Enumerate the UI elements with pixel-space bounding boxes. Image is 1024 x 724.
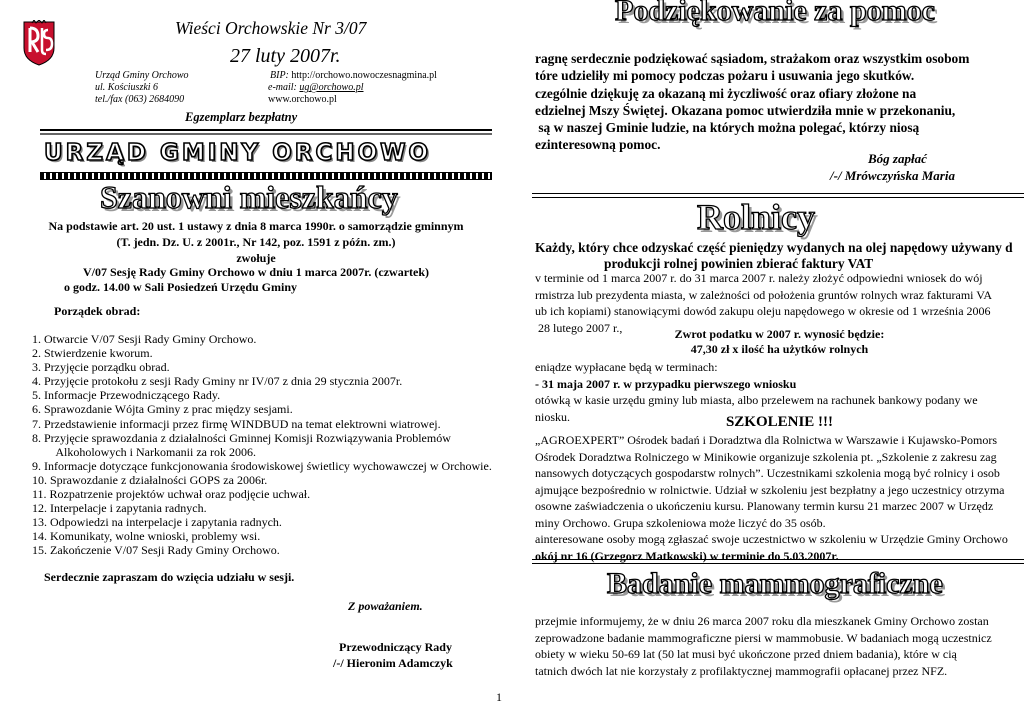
agenda-item: 9. Informacje dotyczące funkcjonowania środowiskowej świetlicy wychowawczej w Orchowie. [32, 458, 492, 473]
municipal-coat-of-arms-icon [22, 20, 56, 66]
agenda-item: 11. Rozpatrzenie projektów uchwał oraz podjęcie uchwał. [32, 487, 311, 502]
agenda-item: Alkoholowych i Narkomanii za rok 2006. [32, 444, 256, 459]
thanks-line: tóre udzieliły mi pomocy podczas pożaru i usuwania jego skutków. [535, 68, 915, 84]
mammo-line: tatnich dwóch lat nie korzystały z profilaktycznej mammografii opłacanej przez NFZ. [535, 663, 948, 678]
intro-line4: V/07 Sesję Rady Gminy Orchowo w dniu 1 marca 2007r. (czwartek) [82, 265, 430, 279]
thanks-body [535, 50, 1024, 154]
thanks-line: edzielnej Mszy Świętej. Okazana pomoc utwierdziła mnie w przekonaniu, [535, 102, 956, 118]
page-number: 1 [496, 690, 502, 704]
thanks-sign-2: /-/ Mrówczyńska Maria [830, 168, 955, 183]
intro-line1: Na podstawie art. 20 ust. 1 ustawy z dnia 8 marca 1990r. o samorządzie gminnym [48, 219, 464, 233]
training-line: „AGROEXPERT” Ośrodek badań i Doradztwa dla Rolnictwa w Warszawie i Kujawsko-Pomors [535, 433, 997, 447]
mammo-line: zeprowadzone badanie mammograficzne piersi w mammobusie. W badaniach mogą uczestnicz [535, 630, 992, 645]
farmers-line: 28 lutego 2007 r., [535, 320, 623, 335]
right-page [512, 0, 1024, 724]
training-line: ajmujące bezpośrednio w rolnictwie. Udział w szkoleniu jest bezpłatny a jego uczestnicy otrzyma [535, 482, 1005, 497]
agenda-item: 5. Informacje Przewodniczącego Rady. [32, 388, 221, 403]
invitation-text: Serdecznie zapraszam do wzięcia udziału w sesji. [44, 570, 295, 584]
thanks-line: ragnę serdecznie podziękować sąsiadom, strażakom oraz wszystkim osobom [535, 51, 970, 66]
refund-line-2: 47,30 zł x ilość ha użytków rolnych [690, 342, 869, 356]
training-line: nansowych dotyczących gospodarstw rolnych”. Uczestnikami szkolenia mogą być rolnicy i osob [535, 466, 1000, 480]
farmers-lead-1: Każdy, który chce odzyskać część pieniędzy wydanych na olej napędowy używany d [535, 240, 1013, 255]
farmers-line: v terminie od 1 marca 2007 r. do 31 marca 2007 r. należy złożyć odpowiedni wniosek do wój [535, 271, 983, 285]
refund-line-1: Zwrot podatku w 2007 r. wynosić będzie: [674, 327, 885, 341]
intro-line3: zwołuje [236, 251, 276, 265]
training-line: okój nr 16 (Grzegorz Matkowski) w terminie do 5.03.2007r. [535, 548, 839, 563]
agenda-item: 13. Odpowiedzi na interpelacje i zapytania radnych. [32, 515, 282, 530]
training-line: Ośrodek Doradztwa Rolniczego w Minikowie organizuje szkolenia pt. „Szkolenie z zakresu zag [535, 449, 997, 464]
issue-date: 27 luty 2007r. [230, 45, 341, 67]
newsletter-title: Wieści Orchowskie Nr 3/07 [175, 18, 367, 38]
training-body [535, 432, 1024, 564]
farmers-line: ub ich kopiami) stanowiącymi dowód zakupu oleju napędowego w okresie od 1 września 2006 [535, 304, 991, 318]
payment-line: otówką w kasie urzędu gminy lub miasta, albo przelewem na rachunek bankowy podany we [535, 393, 978, 407]
agenda-item: 15. Zakończenie V/07 Sesji Rady Gminy Orchowo. [32, 543, 280, 558]
bip-label: BIP: [270, 70, 289, 81]
farmers-heading: Rolnicy [697, 197, 816, 237]
agenda-item: 4. Przyjęcie protokołu z sesji Rady Gminy nr IV/07 z dnia 29 stycznia 2007r. [32, 374, 403, 389]
agenda-item: 3. Przyjęcie porządku obrad. [32, 360, 170, 375]
thanks-sign-1: Bóg zapłać [868, 151, 927, 166]
agenda-item: 6. Sprawozdanie Wójta Gminy z prac między sesjami. [32, 402, 293, 417]
banner-rule-bottom [40, 133, 492, 135]
agenda-item: 8. Przyjęcie sprawozdania z działalności Gminnej Komisji Rozwiązywania Problemów [32, 430, 451, 445]
address-line1: Urząd Gminy Orchowo [95, 70, 189, 81]
agenda-item: 7. Przedstawienie informacji przez firmę WINDBUD na temat elektrowni wiatrowej. [32, 416, 441, 431]
main-heading: Szanowni mieszkańcy [100, 179, 398, 215]
address-line3: tel./fax (063) 2684090 [95, 94, 185, 105]
free-copy-label: Egzemplarz bezpłatny [185, 110, 298, 124]
agenda-item: 14. Komunikaty, wolne wnioski, problemy wsi. [32, 529, 261, 544]
www-link[interactable]: www.orchowo.pl [268, 94, 337, 105]
agenda-item: 1. Otwarcie V/07 Sesji Rady Gminy Orchowo. [32, 332, 257, 346]
bip-link[interactable]: http://orchowo.nowoczesnagmina.pl [291, 70, 437, 81]
agenda-list [32, 332, 510, 558]
training-line: miny Orchowo. Grupa szkoleniowa może liczyć do 35 osób. [535, 515, 826, 530]
agenda-item: 2. Stwierdzenie kworum. [32, 346, 153, 361]
mammo-heading: Badanie mammograficzne [607, 567, 943, 600]
mammo-body [535, 613, 1024, 679]
signature-name: /-/ Hieronim Adamczyk [333, 656, 453, 670]
office-banner: URZĄD GMINY ORCHOWO [44, 140, 432, 166]
thanks-line: ezinteresowną pomoc. [535, 137, 661, 153]
address-line2: ul. Kościuszki 6 [95, 82, 159, 93]
intro-line5: o godz. 14.00 w Sali Posiedzeń Urzędu Gminy [64, 280, 297, 294]
intro-line2: (T. jedn. Dz. U. z 2001r., Nr 142, poz. 1591 z późn. zm.) [116, 235, 396, 249]
training-line: osowne zaświadczenia o ukończeniu kursu. Planowany termin kursu 21 marzec 2007 w Urzędz [535, 499, 994, 513]
payment-line: - 31 maja 2007 r. w przypadku pierwszego wniosku [535, 376, 797, 391]
agenda-title: Porządek obrad: [54, 304, 141, 318]
bip-line [270, 70, 437, 81]
mammo-line: przejmie informujemy, że w dniu 26 marca 2007 roku dla mieszkanek Gminy Orchowo zostan [535, 614, 989, 628]
farmers-line: rmistrza lub prezydenta miasta, w zależności od położenia gruntów rolnych wraz fakturami VA [535, 287, 993, 302]
thanks-line: są w naszej Gminie ludzie, na których można polegać, którzy niosą [535, 120, 920, 136]
email-line [268, 82, 364, 93]
agenda-item: 12. Interpelacje i zapytania radnych. [32, 501, 207, 516]
thanks-heading: Podziękowanie za pomoc [615, 0, 935, 27]
mammo-line: obiety w wieku 50-69 lat (50 lat musi być ukończone przed dniem badania), które w cią [535, 647, 957, 661]
email-label: e-mail: [268, 82, 297, 93]
training-line: ainteresowane osoby mogą zgłaszać swoje uczestnictwo w szkoleniu w Urzędzie Gminy Orchowo [535, 532, 1008, 546]
farmers-lead-2: produkcji rolnej powinien zbierać faktury VAT [604, 256, 874, 271]
thanks-line: czególnie dziękuję za okazaną mi życzliwość oraz ofiary złożone na [535, 85, 917, 101]
section-divider [532, 559, 1024, 564]
email-link[interactable]: ug@orchowo.pl [299, 82, 364, 93]
training-heading: SZKOLENIE !!! [725, 414, 834, 430]
banner-rule-top [40, 129, 492, 131]
regards-text: Z poważaniem. [348, 599, 423, 613]
payment-line: eniądze wypłacane będą w terminach: [535, 360, 718, 374]
agenda-item: 10. Sprawozdanie z działalności GOPS za 2006r. [32, 472, 268, 487]
payment-line: niosku. [535, 409, 571, 424]
signature-title: Przewodniczący Rady [339, 640, 452, 654]
